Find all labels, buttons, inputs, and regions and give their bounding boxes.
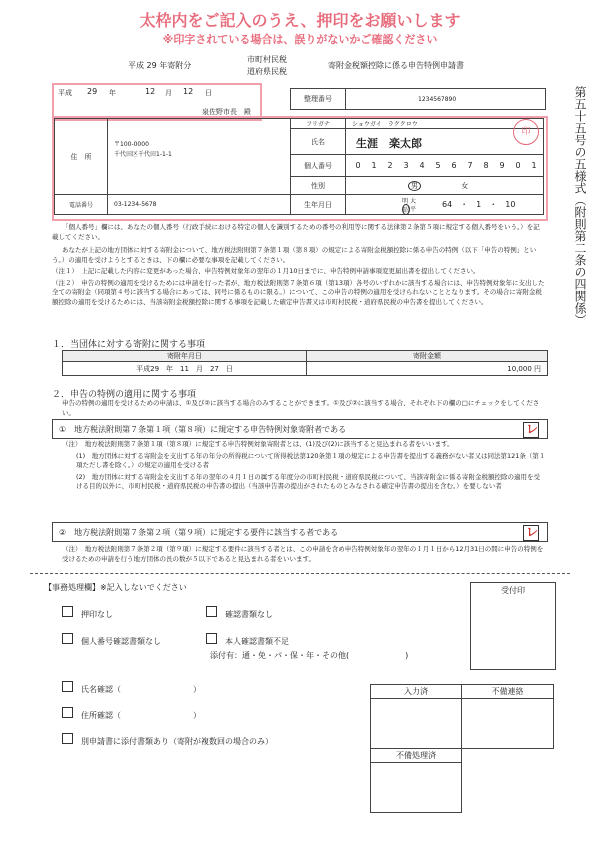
seal-stamp[interactable]: 印 [513, 119, 539, 145]
applicant-table [52, 88, 546, 110]
ref-value: 1234567890 [346, 89, 546, 110]
banner-title: 太枠内をご記入のうえ、押印をお願いします [139, 11, 461, 30]
date-year[interactable]: 29 [87, 87, 98, 96]
item2-label: ② 地方税法附則第７条第２項（第９項）に規定する要件に該当する者である [59, 528, 339, 537]
banner-subtitle: ※印字されている場合は、誤りがないかご確認ください [162, 33, 438, 46]
office-item[interactable]: 住所確認（ ） [62, 707, 201, 721]
check-mark-icon: レ [526, 422, 539, 436]
processing-table [370, 684, 554, 813]
ref-label: 整理番号 [291, 89, 346, 110]
attachment-detail: 添付有：通・免・パ・保・年・その他( ) [210, 651, 409, 660]
donation-amount: 10,000 円 [307, 362, 548, 376]
date-box: 平成 29 年 12 月 12 日 泉佐野市長 殿 [52, 83, 262, 121]
address-field[interactable] [108, 119, 291, 195]
checkbox-icon[interactable] [206, 606, 217, 617]
receipt-stamp-box: 受付印 [470, 582, 556, 670]
input-done-label: 入力済 [371, 685, 462, 699]
office-title: 【事務処理欄】※記入しないでください [44, 583, 187, 592]
birth-field[interactable]: 明 大 昭 平 64 ・ 1 ・ 10 [346, 195, 544, 215]
intro-notes: 「個人番号」欄には、あなたの個人番号（行政手続における特定の個人を識別するための番号の利用等に関する法律第２条第５項に規定する個人番号をいう。）を記載してください。 あなたが上記の地方団体に対する寄附金について、地方税法附則第７条第１項（第８項）の規定による寄附金税額控除に係る申告の特例（以下「申告の特例」という。）の適用を受けようとするときは、下の欄に必要な事項を記載してください。 （注１） 上記に記載した内容に変更があった場合、申告特例対象年の翌年の１月10日までに、申告特例申請事項変更届出書を提出してください。 （注２） 申告の特例の適用を受けるためには申請を行った者が、地方税法附則第７条第６項（第13項）各号のいずれかに該当する場合には、申告特例対象年に支出した全ての寄附金（同項第４号に該当する場合にあっては、同号に係るものに限る。）について、この申告の特例の適用を受けられないこととなります。その場合に寄附金税額控除の適用を受けるためには、当該寄附金税額控除に関する事項を記載した確定申告書又は市町村民税・道府県民税の申告書を提出してください。 [52, 223, 545, 306]
section2-desc: 申告の特例の適用を受けるための申請は、①及び②に該当する場合のみすることができます。①及び②に該当する場合、それぞれ下の欄の□にチェックをしてください。 [62, 399, 540, 417]
donation-date: 平成29 年 11 月 27 日 [63, 362, 307, 376]
name-label: 氏名 [291, 129, 346, 155]
postal-code: 〒100-0000 [114, 141, 149, 148]
checkbox-icon[interactable] [62, 606, 73, 617]
birth-value: 64 ・ 1 ・ 10 [442, 200, 516, 209]
item1-checkbox[interactable] [523, 422, 539, 438]
furigana-value[interactable]: ショウガイ ラククロウ [346, 119, 544, 129]
doc-title: 寄附金税額控除に係る申告特例申請書 [328, 61, 464, 70]
recipient-line2: 道府県民税 [247, 67, 287, 76]
item2-note: （注） 地方税法附則第７条第２項（第９項）に規定する要件に該当する者とは、この申請を含め申告特例対象年の翌年の１月１日から12月31日の間に申告の特例を受けるための申請を行う地方団体の長の数が５以下であると見込まれる者をいいます。 [62, 545, 544, 563]
date-day[interactable]: 12 [183, 87, 194, 96]
gender-label: 性別 [291, 177, 346, 195]
checkbox-icon[interactable] [62, 733, 73, 744]
check-mark-icon: レ [526, 525, 539, 539]
defect-stamp[interactable] [371, 763, 462, 813]
applicant-info [54, 118, 544, 215]
input-done-stamp[interactable] [371, 699, 462, 749]
date-era: 平成 [58, 89, 72, 97]
address-value: 千代田区千代田1-1-1 [114, 151, 172, 158]
gender-field[interactable] [346, 177, 544, 195]
office-item[interactable]: 押印なし [62, 606, 113, 620]
item1-notes: （注） 地方税法附則第７条第１項（第８項）に規定する申告特例対象寄附者とは、(1)及び(2)に該当すると見込まれる者をいいます。 (1) 地方団体に対する寄附金を支出する年の年分の所得税について所得税法第120条第１項の規定による申告書を提出する義務がない者又は同法第121条（第１項ただし書を除く。）の規定の適用を受ける者 (2) 地方団体に対する寄附金を支出する年の翌年の４月１日の属する年度分の市町村民税・道府県民税について、当該寄附金に係る寄附金税額控除の適用を受ける目的以外に、市町村民税・道府県民税の申告書の提出（当該申告書の提出がされたものとみなされる確定申告書の提出を含む。）を要しない者 [62, 440, 546, 490]
item1-row [52, 419, 548, 439]
date-month[interactable]: 12 [145, 87, 156, 96]
addressee: 泉佐野市長 殿 [202, 108, 251, 116]
mynumber-label: 個人番号 [291, 155, 346, 177]
item1-label: ① 地方税法附則第７条第１項（第８項）に規定する申告特例対象寄附者である [59, 425, 347, 434]
section1-title: １．当団体に対する寄附に関する事項 [52, 340, 206, 350]
address-label: 住 所 [55, 119, 108, 195]
donation-table: 寄附年月日 寄附金額 平成29 年 11 月 27 日 10,000 円 [62, 350, 548, 376]
recipient-line1: 市町村民税 [247, 55, 287, 64]
gender-female[interactable]: 女 [461, 181, 469, 190]
furigana-label: フリガナ [291, 119, 346, 129]
phone-value[interactable]: 03-1234-5678 [108, 195, 291, 215]
phone-label: 電話番号 [55, 195, 108, 215]
item2-checkbox[interactable] [523, 525, 539, 541]
mynumber-field[interactable]: 0 1 2 3 4 5 6 7 8 9 0 1 [346, 155, 544, 177]
birth-label: 生年月日 [291, 195, 346, 215]
cut-line [30, 573, 570, 574]
name-value: 生涯 楽太郎 [356, 137, 422, 150]
checkbox-icon[interactable] [62, 681, 73, 692]
name-field[interactable] [346, 129, 544, 155]
office-item[interactable]: 本人確認書類不足 [206, 633, 289, 647]
contact-stamp[interactable] [462, 699, 554, 749]
checkbox-icon[interactable] [62, 707, 73, 718]
office-item[interactable]: 個人番号確認書類なし [62, 633, 161, 647]
defect-label: 不備処理済 [371, 749, 462, 763]
checkbox-icon[interactable] [206, 633, 217, 644]
era-year: 平成 29 年寄附分 [128, 61, 192, 70]
checkbox-icon[interactable] [62, 633, 73, 644]
office-item[interactable]: 別申請書に添付書類あり（寄附が複数回の場合のみ） [62, 733, 273, 747]
contact-label: 不備連絡 [462, 685, 554, 699]
side-label: 第五十五号の五様式（附則第二条の四関係） [573, 86, 587, 326]
office-item[interactable]: 確認書類なし [206, 606, 273, 620]
gender-male[interactable]: 男 [408, 181, 421, 191]
item2-row [52, 522, 548, 542]
office-item[interactable]: 氏名確認（ ） [62, 681, 201, 695]
section2-title: ２．申告の特例の適用に関する事項 [52, 390, 197, 400]
